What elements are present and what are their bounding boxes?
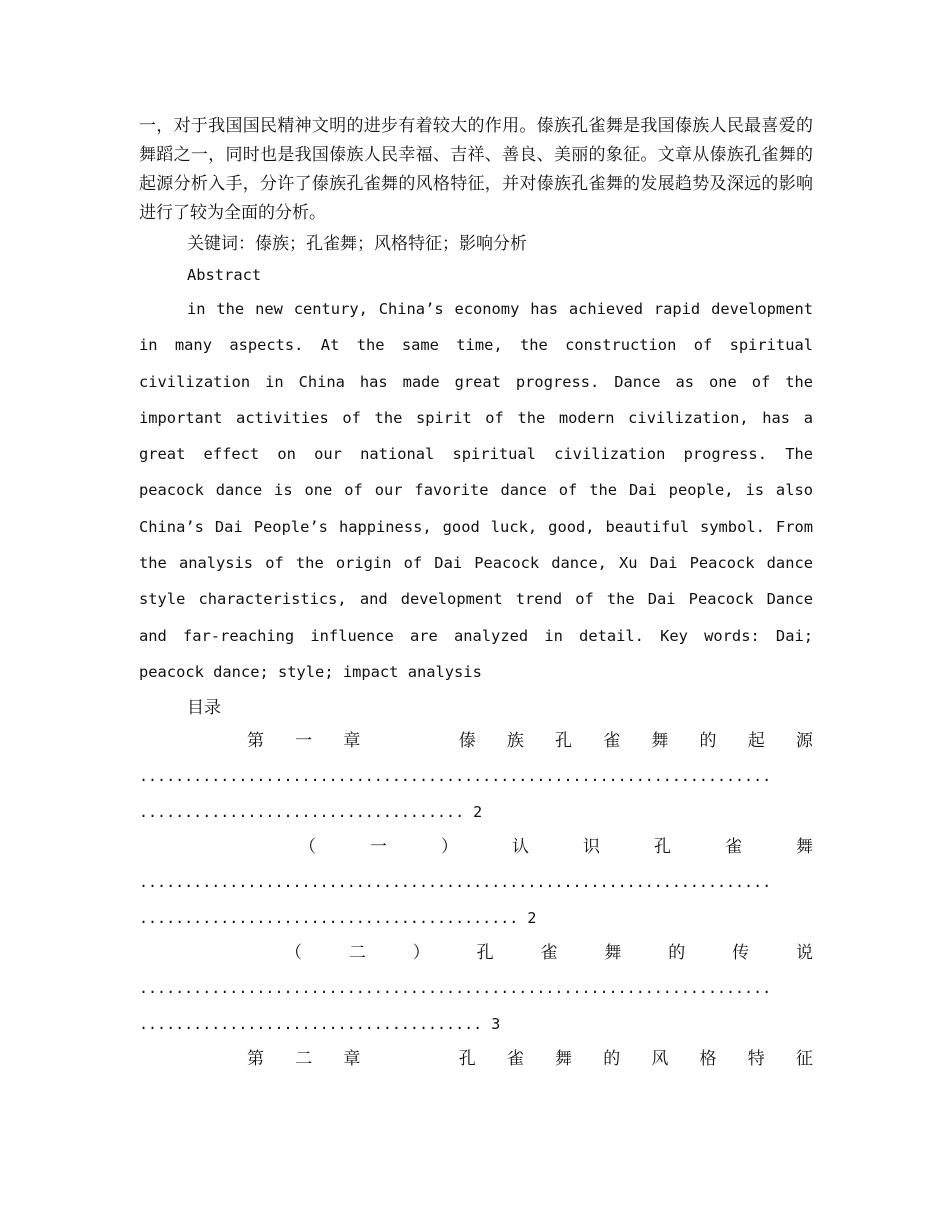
toc-title: 目录 [187,698,221,719]
toc-entry-title: （ 一 ） 认 识 孔 雀 舞 [299,837,813,858]
toc-leader-dots: ...................................................................... [139,873,772,892]
toc-entry-title: 第 一 章 傣 族 孔 雀 舞 的 起 源 [247,731,813,752]
toc-leader-line: .......................................... 2 [139,909,537,928]
toc-entry[interactable] [139,830,813,936]
english-abstract-heading: Abstract [187,266,262,284]
toc-entry-title: 第 二 章 孔 雀 舞 的 风 格 特 征 [247,1049,813,1070]
toc-leader-line: .................................... 2 [139,803,483,822]
toc-entry[interactable] [139,1042,813,1076]
toc-leader-line: ...................................... 3 [139,1015,501,1034]
english-abstract-paragraph: in the new century, China’s economy has achieved rapid development in many aspects. At the same time, the construction of spiritual civilization in China has made great progress. Dance as one of the important activities of the spirit of the modern civilization, has a great effect on our national spiritual civilization progress. The peacock dance is one of our favorite dance of the Dai people, is also China’s Dai People’s happiness, good luck, good, beautiful symbol. From the analysis of the origin of Dai Peacock dance, Xu Dai Peacock dance style characteristics, and development trend of the Dai Peacock Dance and far-reaching influence are analyzed in detail. Key words: Dai; peacock dance; style; impact analysis [139,300,813,681]
toc-entry[interactable] [139,936,813,1042]
toc-entry[interactable] [139,724,813,830]
page-content [139,112,813,1076]
chinese-abstract-paragraph: 一，对于我国国民精神文明的进步有着较大的作用。傣族孔雀舞是我国傣族人民最喜爱的舞蹈之一，同时也是我国傣族人民幸福、吉祥、善良、美丽的象征。文章从傣族孔雀舞的起源分析入手，分许了傣族孔雀舞的风格特征，并对傣族孔雀舞的发展趋势及深远的影响进行了较为全面的分析。 [139,116,813,223]
toc-leader-dots: ...................................................................... [139,979,772,998]
toc-page-number: 2 [473,803,483,822]
toc-leader-dots: ...................................................................... [139,767,772,786]
chinese-keywords: 关键词：傣族；孔雀舞；风格特征；影响分析 [187,234,527,254]
toc-entry-title: （ 二 ） 孔 雀 舞 的 传 说 [285,943,813,964]
toc-page-number: 3 [491,1015,501,1034]
toc-page-number: 2 [527,909,537,928]
